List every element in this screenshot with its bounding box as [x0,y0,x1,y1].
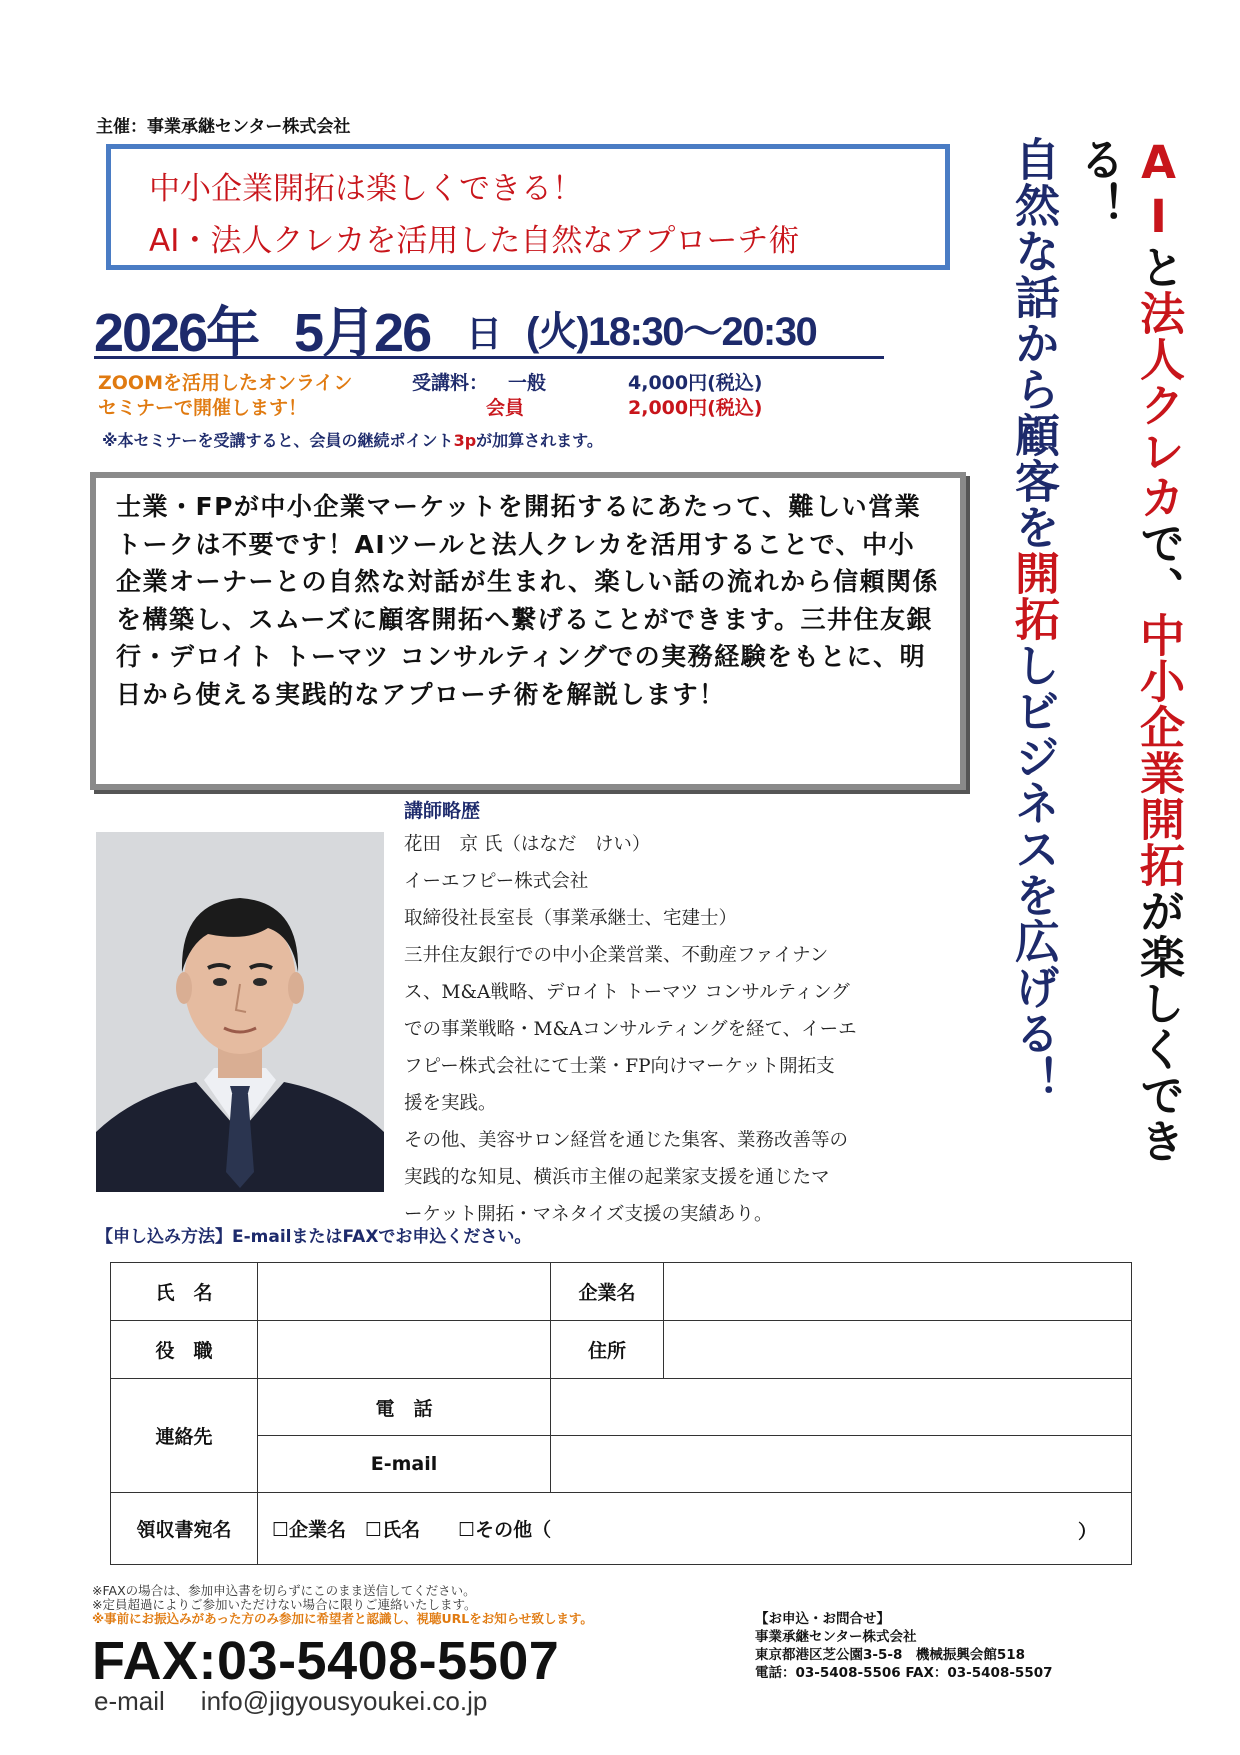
email-line [94,1686,487,1717]
points-note [102,428,603,451]
speaker-bio [404,826,954,1233]
small-note-3: ※事前にお振込みがあった方のみ参加に希望者と認識し、視聴URLをお知らせ致します。 [92,1611,593,1626]
description-box: 士業・FPが中小企業マーケットを開拓するにあたって、難しい営業トークは不要です！AIツールと法人クレカを活用することで、中小企業オーナーとの自然な対話が生まれ、楽しい話の流れから信頼関係を構築し、スムーズに顧客開拓へ繋げることができます。三井住友銀行・デロイト トーマツ コンサルティングでの実務経験をもとに、明日から使える実践的なアプローチ術を解説します！ [90,472,966,790]
vr-card: 法人クレカ [1132,290,1185,520]
points-note-before: ※本セミナーを受講すると、会員の継続ポイント [102,431,454,450]
date-day-unit: 日 [466,313,503,354]
form-label-address: 住所 [551,1321,664,1379]
date-year: 2026年 [94,303,259,363]
vr-de: で、 [1132,520,1185,612]
form-label-company: 企業名 [551,1263,664,1321]
fee-member-price: 2,000円(税込) [628,397,763,419]
fax-number-large: FAX:03-5408-5507 [92,1631,560,1691]
email-label: e-mail [94,1686,165,1716]
apply-method-note: 【申し込み方法】E-mailまたはFAXでお申込ください。 [96,1227,532,1247]
bio-title: 講師略歴 [404,800,481,822]
vl-part-1: 自然な話から顧客を [1007,136,1060,550]
bio-line: イーエフピー株式会社 [404,871,589,892]
speaker-portrait-image [96,832,384,1192]
form-label-name: 氏 名 [111,1263,258,1321]
points-value: 3p [453,431,477,450]
fee-label: 受講料： [412,372,489,394]
fee-member-label: 会員 [486,397,525,419]
receipt-close: ） [1077,1521,1097,1543]
form-label-contact: 連絡先 [111,1379,258,1493]
form-field-company[interactable] [664,1263,1132,1321]
form-field-receipt[interactable] [258,1493,1132,1565]
bio-line: 取締役社長室長（事業承継士、宅建士） [404,908,738,929]
bio-line: 援を実践。 [404,1093,497,1114]
vr-ai: AI [1132,136,1185,244]
online-note-2: セミナーで開催します！ [98,397,308,419]
date-weekday-time: (火)18:30〜20:30 [526,310,817,354]
small-note-2: ※定員超過によりご参加いただけない場合に限りご連絡いたします。 [92,1597,477,1612]
bio-line: ーケット開拓・マネタイズ支援の実績あり。 [404,1204,773,1225]
vr-to: と [1132,244,1185,290]
organizer-label: 主催：事業承継センター株式会社 [96,117,351,137]
vertical-headline-left [1003,136,1063,1116]
date-bar [94,290,884,363]
form-field-email[interactable] [551,1436,1132,1493]
email-address[interactable]: info@jigyousyoukei.co.jp [200,1686,488,1716]
application-form [110,1262,1132,1565]
contact-phone: 電話：03-5408-5506 FAX：03-5408-5507 [755,1665,1053,1681]
bio-line: 実践的な知見、横浜市主催の起業家支援を通じたマ [404,1167,830,1188]
fee-general-label: 一般 [508,372,547,394]
contact-company: 事業承継センター株式会社 [755,1629,917,1645]
form-label-email: E-mail [258,1436,551,1493]
form-field-phone[interactable] [551,1379,1132,1436]
form-label-receipt: 領収書宛名 [111,1493,258,1565]
title-line-2: AI・法人クレカを活用した自然なアプローチ術 [149,223,800,259]
contact-title: 【お申込・お問合せ】 [755,1611,890,1627]
small-note-1: ※FAXの場合は、参加申込書を切らずにこのまま送信してください。 [92,1583,476,1598]
receipt-options[interactable]: ☐企業名 ☐氏名 ☐その他（ [272,1519,552,1541]
bio-line: 三井住友銀行での中小企業営業、不動産ファイナン [404,945,829,966]
online-note-1: ZOOMを活用したオンライン [98,372,353,394]
contact-block [755,1610,1053,1682]
bio-line: その他、美容サロン経営を通じた集客、業務改善等の [404,1130,849,1151]
form-field-name[interactable] [258,1263,551,1321]
contact-address: 東京都港区芝公園3-5-8 機械振興会館518 [755,1647,1026,1663]
title-box [106,144,950,270]
vertical-headline-right [1068,136,1188,1226]
form-field-position[interactable] [258,1321,551,1379]
form-label-position: 役 職 [111,1321,258,1379]
points-note-after: が加算されます。 [476,431,603,450]
bio-line: での事業戦略・M&Aコンサルティングを経て、イーエ [404,1019,857,1040]
vr-smb: 中小企業開拓 [1132,612,1185,888]
title-line-1: 中小企業開拓は楽しくできる！ [149,171,583,207]
form-label-phone: 電 話 [258,1379,551,1436]
vl-part-2: 開拓 [1007,550,1060,642]
bio-line: 花田 京 氏（はなだ けい） [404,834,651,855]
vl-part-3: しビジネスを広げる！ [1007,642,1060,1102]
bio-line: フピー株式会社にて士業・FP向けマーケット開拓支 [404,1056,835,1077]
vr-fun: が楽しくできる！ [1072,136,1185,1164]
bio-line: ス、M&A戦略、デロイト トーマツ コンサルティング [404,982,850,1003]
fee-general-price: 4,000円(税込) [628,372,763,394]
speaker-photo [96,832,384,1192]
form-field-address[interactable] [664,1321,1132,1379]
small-notes [92,1584,593,1626]
date-month-day: 5月26 [294,303,431,363]
